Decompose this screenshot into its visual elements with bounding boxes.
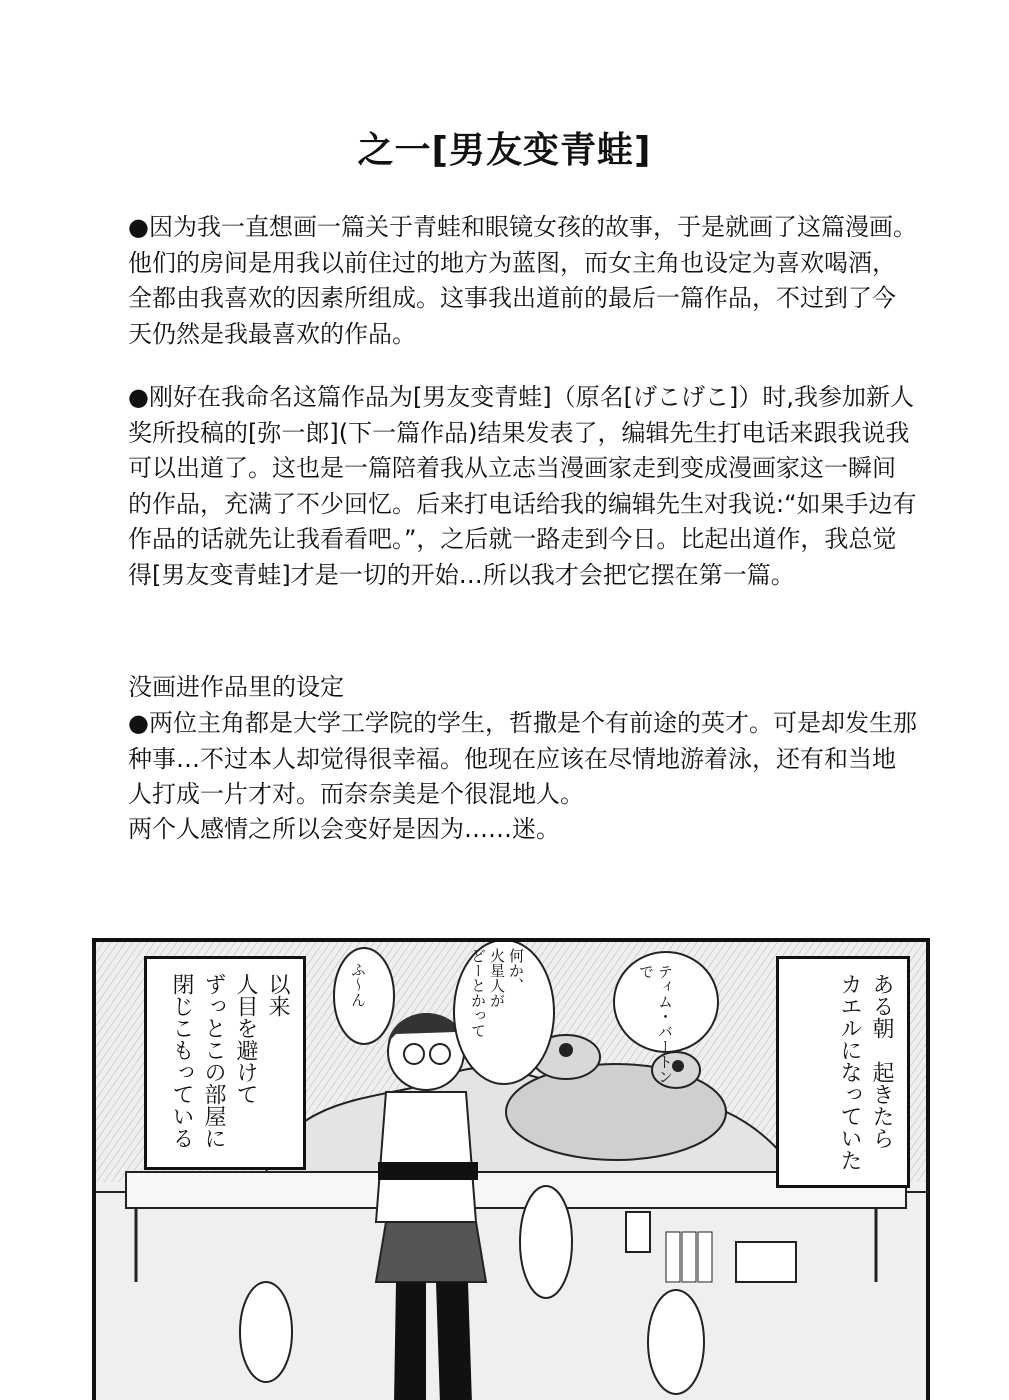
afterword-paragraph-2 bbox=[128, 380, 918, 593]
afterword-paragraph-4 bbox=[128, 812, 918, 848]
caption-line: ずっとこの部屋に bbox=[201, 973, 226, 1149]
section-heading: 没画进作品里的设定 bbox=[128, 673, 344, 701]
paragraph-text: ●因为我一直想画一篇关于青蛙和眼镜女孩的故事，于是就画了这篇漫画。他们的房间是用我以前住过的地方为蓝图，而女主角也设定为喜欢喝酒，全都由我喜欢的因素所组成。这事我出道前的最后一篇作品，不过到了今天仍然是我最喜欢的作品。 bbox=[128, 213, 917, 348]
bubble-text: どーとかって bbox=[469, 948, 487, 1038]
caption-line: ある朝 起きたら bbox=[869, 973, 894, 1149]
paragraph-text: ●两位主角都是大学工学院的学生，哲撒是个有前途的英才。可是却发生那种事…不过本人却觉得很幸福。他现在应该在尽情地游着泳，还有和当地人打成一片才对。而奈奈美是个很混地人。 bbox=[128, 709, 917, 808]
caption-box-left bbox=[144, 956, 306, 1170]
caption-box-right bbox=[776, 956, 910, 1188]
paragraph-text: ●刚好在我命名这篇作品为[男友变青蛙]（原名[げこげこ]）时,我参加新人奖所投稿的[弥一郎](下一篇作品)结果发表了，编辑先生打电话来跟我说我可以出道了。这也是一篇陪着我从立志当漫画家走到变成漫画家这一瞬间的作品，充满了不少回忆。后来打电话给我的编辑先生对我说:“如果手边有作品的话就先让我看看吧。”，之后就一路走到今日。比起出道作，我总觉得[男友变青蛙]才是一切的开始…所以我才会把它摆在第一篇。 bbox=[128, 383, 917, 589]
speech-bubble-tim bbox=[636, 964, 674, 1084]
caption-line: カエルになっていた bbox=[837, 973, 862, 1171]
speech-bubble-fu bbox=[348, 962, 367, 1007]
caption-line: 人目を避けて bbox=[233, 973, 258, 1105]
bubble-text: で bbox=[637, 964, 655, 979]
bubble-text: ふ〜ん bbox=[349, 962, 367, 1007]
girl-sweater bbox=[376, 1092, 476, 1222]
paragraph-text: 两个人感情之所以会变好是因为……迷。 bbox=[128, 815, 560, 843]
caption-line: 以来 bbox=[265, 973, 290, 1017]
speech-bubble-mars bbox=[468, 948, 525, 1038]
caption-line: 閉じこもっている bbox=[169, 973, 194, 1149]
manga-panel bbox=[92, 938, 930, 1400]
bubble-text: ティム・バートン bbox=[656, 964, 674, 1084]
bubble-text: 何か、 bbox=[507, 948, 525, 993]
bubble-text: 火星人が bbox=[488, 948, 506, 1008]
page-title: 之一[男友变青蛙] bbox=[357, 130, 652, 171]
afterword-paragraph-3 bbox=[128, 706, 918, 813]
afterword-paragraph-1 bbox=[128, 210, 918, 352]
